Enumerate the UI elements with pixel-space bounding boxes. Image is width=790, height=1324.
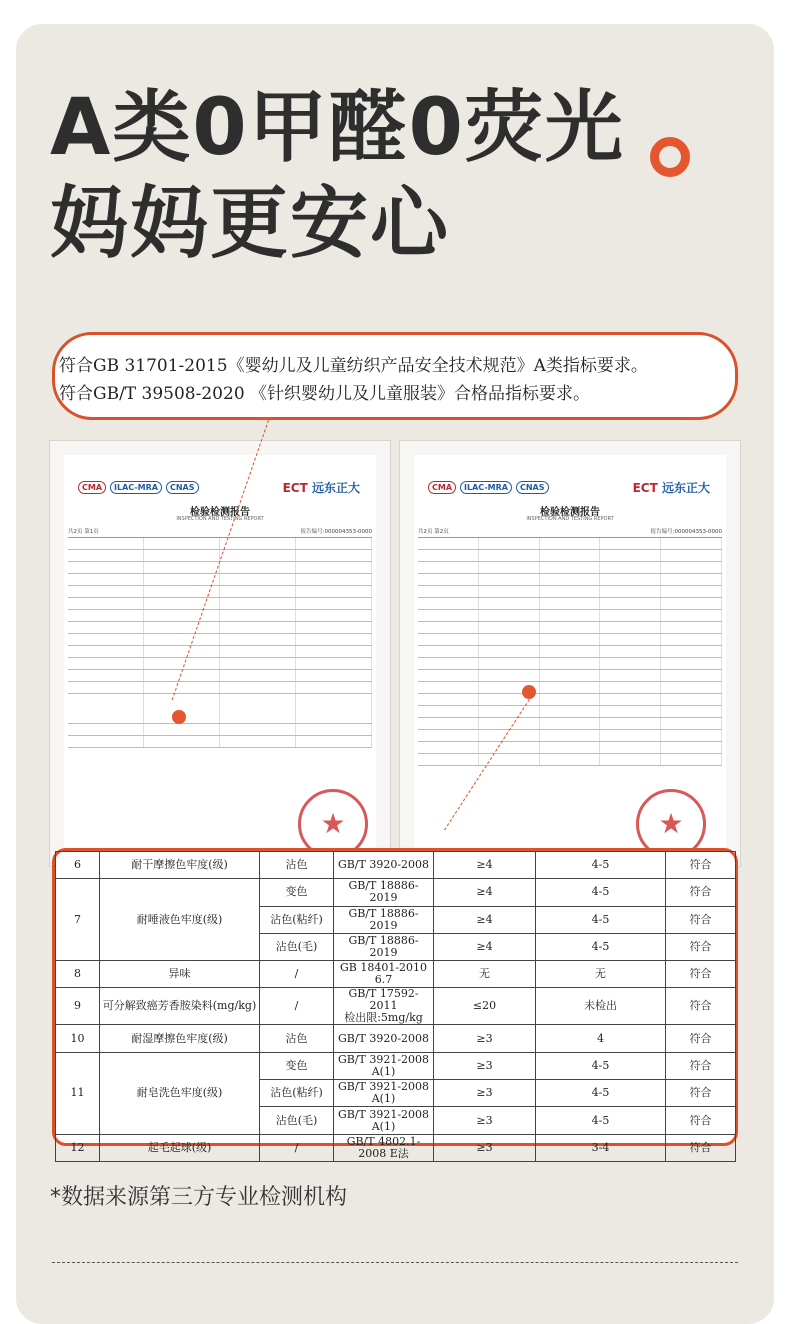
- lab-brand-prefix: ECT: [632, 481, 658, 495]
- test-method: GB/T 18886-2019: [334, 933, 434, 960]
- verdict: 符合: [666, 961, 736, 988]
- official-seal-icon: ★: [298, 789, 368, 859]
- test-method: GB/T 3921-2008 A(1): [334, 1107, 434, 1134]
- callout-pin-icon: [522, 685, 536, 699]
- test-method: GB/T 3921-2008 A(1): [334, 1080, 434, 1107]
- lab-brand: [283, 479, 360, 496]
- row-number: 10: [56, 1025, 100, 1052]
- requirement: ≥3: [434, 1052, 536, 1079]
- verdict: 符合: [666, 1052, 736, 1079]
- cnas-logo-icon: CNAS: [166, 481, 199, 494]
- official-seal-icon: ★: [636, 789, 706, 859]
- report-sheet-page-1: [50, 441, 390, 866]
- test-subitem: 沾色(粘纤): [260, 1080, 334, 1107]
- verdict: 符合: [666, 1134, 736, 1161]
- requirement: 无: [434, 961, 536, 988]
- report-mini-table: [418, 537, 722, 766]
- report-title: 检验检测报告: [540, 507, 600, 518]
- test-method: GB 18401-2010 6.7: [334, 961, 434, 988]
- verdict: 符合: [666, 933, 736, 960]
- accent-ring-icon: [650, 137, 690, 177]
- table-row: [56, 879, 736, 906]
- test-subitem: 沾色(毛): [260, 1107, 334, 1134]
- test-result: 4-5: [536, 1080, 666, 1107]
- test-result: 4-5: [536, 879, 666, 906]
- verdict: 符合: [666, 852, 736, 879]
- row-number: 9: [56, 988, 100, 1025]
- test-subitem: 沾色(毛): [260, 933, 334, 960]
- standard-line-2: 符合GB/T 39508-2020 《针织婴幼儿及儿童服装》合格品指标要求。: [59, 384, 591, 404]
- table-row: [56, 961, 736, 988]
- test-subitem: /: [260, 961, 334, 988]
- report-title: 检验检测报告: [190, 507, 250, 518]
- lab-brand-name: 远东正大: [661, 481, 710, 495]
- lab-brand-name: 远东正大: [311, 481, 360, 495]
- table-row: [56, 1025, 736, 1052]
- lab-brand: [633, 479, 710, 496]
- requirement: ≤20: [434, 988, 536, 1025]
- test-method: GB/T 3920-2008: [334, 852, 434, 879]
- test-item: 异味: [100, 961, 260, 988]
- results-table: [55, 851, 736, 1162]
- headline-line1: A类0甲醛0荧光: [50, 83, 625, 173]
- requirement: ≥4: [434, 933, 536, 960]
- lab-brand-prefix: ECT: [282, 481, 308, 495]
- accreditation-logos: [428, 477, 549, 497]
- source-footnote: *数据来源第三方专业检测机构: [50, 1185, 348, 1210]
- test-subitem: 沾色(粘纤): [260, 906, 334, 933]
- test-item: 起毛起球(级): [100, 1134, 260, 1161]
- test-method: GB/T 18886-2019: [334, 879, 434, 906]
- test-subitem: 沾色: [260, 1025, 334, 1052]
- test-subitem: /: [260, 988, 334, 1025]
- row-number: 11: [56, 1052, 100, 1134]
- requirement: ≥4: [434, 879, 536, 906]
- test-item: 可分解致癌芳香胺染料(mg/kg): [100, 988, 260, 1025]
- test-result: 4-5: [536, 1052, 666, 1079]
- test-method: GB/T 3920-2008: [334, 1025, 434, 1052]
- row-number: 6: [56, 852, 100, 879]
- requirement: ≥3: [434, 1080, 536, 1107]
- cma-logo-icon: CMA: [428, 481, 456, 494]
- accreditation-logos: [78, 477, 199, 497]
- verdict: 符合: [666, 1080, 736, 1107]
- test-item: 耐唾液色牢度(级): [100, 879, 260, 961]
- report-page: 共2页 第1页: [68, 529, 99, 535]
- requirement: ≥3: [434, 1107, 536, 1134]
- standard-line-1: 符合GB 31701-2015《婴幼儿及儿童纺织产品安全技术规范》A类指标要求。: [59, 356, 648, 376]
- test-result: 4-5: [536, 852, 666, 879]
- test-method: GB/T 4802.1-2008 E法: [334, 1134, 434, 1161]
- cnas-logo-icon: CNAS: [516, 481, 549, 494]
- requirement: ≥3: [434, 1134, 536, 1161]
- report-subtitle: INSPECTION AND TESTING REPORT: [526, 516, 614, 522]
- table-row: [56, 1052, 736, 1079]
- test-result: 未检出: [536, 988, 666, 1025]
- test-item: 耐干摩擦色牢度(级): [100, 852, 260, 879]
- test-subitem: 变色: [260, 1052, 334, 1079]
- verdict: 符合: [666, 879, 736, 906]
- requirement: ≥4: [434, 906, 536, 933]
- test-subitem: 沾色: [260, 852, 334, 879]
- test-result: 4-5: [536, 906, 666, 933]
- results-table-zoom: [52, 848, 738, 1160]
- report-page: 共2页 第2页: [418, 529, 449, 535]
- report-sheet-page-2: [400, 441, 740, 866]
- verdict: 符合: [666, 1107, 736, 1134]
- report-subtitle: INSPECTION AND TESTING REPORT: [176, 516, 264, 522]
- test-item: 耐皂洗色牢度(级): [100, 1052, 260, 1134]
- test-subitem: /: [260, 1134, 334, 1161]
- report-meta: [68, 527, 372, 535]
- verdict: 符合: [666, 906, 736, 933]
- report-mini-table: [68, 537, 372, 748]
- report-number: 报告编号:000004353-0000: [650, 529, 722, 535]
- test-result: 无: [536, 961, 666, 988]
- callout-pin-icon: [172, 710, 186, 724]
- test-method: GB/T 18886-2019: [334, 906, 434, 933]
- cma-logo-icon: CMA: [78, 481, 106, 494]
- test-method: GB/T 17592-2011 检出限:5mg/kg: [334, 988, 434, 1025]
- test-result: 3-4: [536, 1134, 666, 1161]
- verdict: 符合: [666, 988, 736, 1025]
- row-number: 8: [56, 961, 100, 988]
- test-result: 4: [536, 1025, 666, 1052]
- standards-callout: [52, 332, 738, 420]
- table-row: [56, 852, 736, 879]
- ilac-logo-icon: ILAC-MRA: [110, 481, 162, 494]
- verdict: 符合: [666, 1025, 736, 1052]
- requirement: ≥3: [434, 1025, 536, 1052]
- table-row: [56, 988, 736, 1025]
- row-number: 7: [56, 879, 100, 961]
- test-item: 耐湿摩擦色牢度(级): [100, 1025, 260, 1052]
- test-result: 4-5: [536, 933, 666, 960]
- ilac-logo-icon: ILAC-MRA: [460, 481, 512, 494]
- test-method: GB/T 3921-2008 A(1): [334, 1052, 434, 1079]
- divider: [52, 1262, 738, 1263]
- headline-line2: 妈妈更安心: [50, 179, 451, 269]
- test-result: 4-5: [536, 1107, 666, 1134]
- report-number: 报告编号:000004353-0000: [300, 529, 372, 535]
- row-number: 12: [56, 1134, 100, 1161]
- headline: [50, 80, 625, 272]
- requirement: ≥4: [434, 852, 536, 879]
- table-row: [56, 1134, 736, 1161]
- test-subitem: 变色: [260, 879, 334, 906]
- report-meta: [418, 527, 722, 535]
